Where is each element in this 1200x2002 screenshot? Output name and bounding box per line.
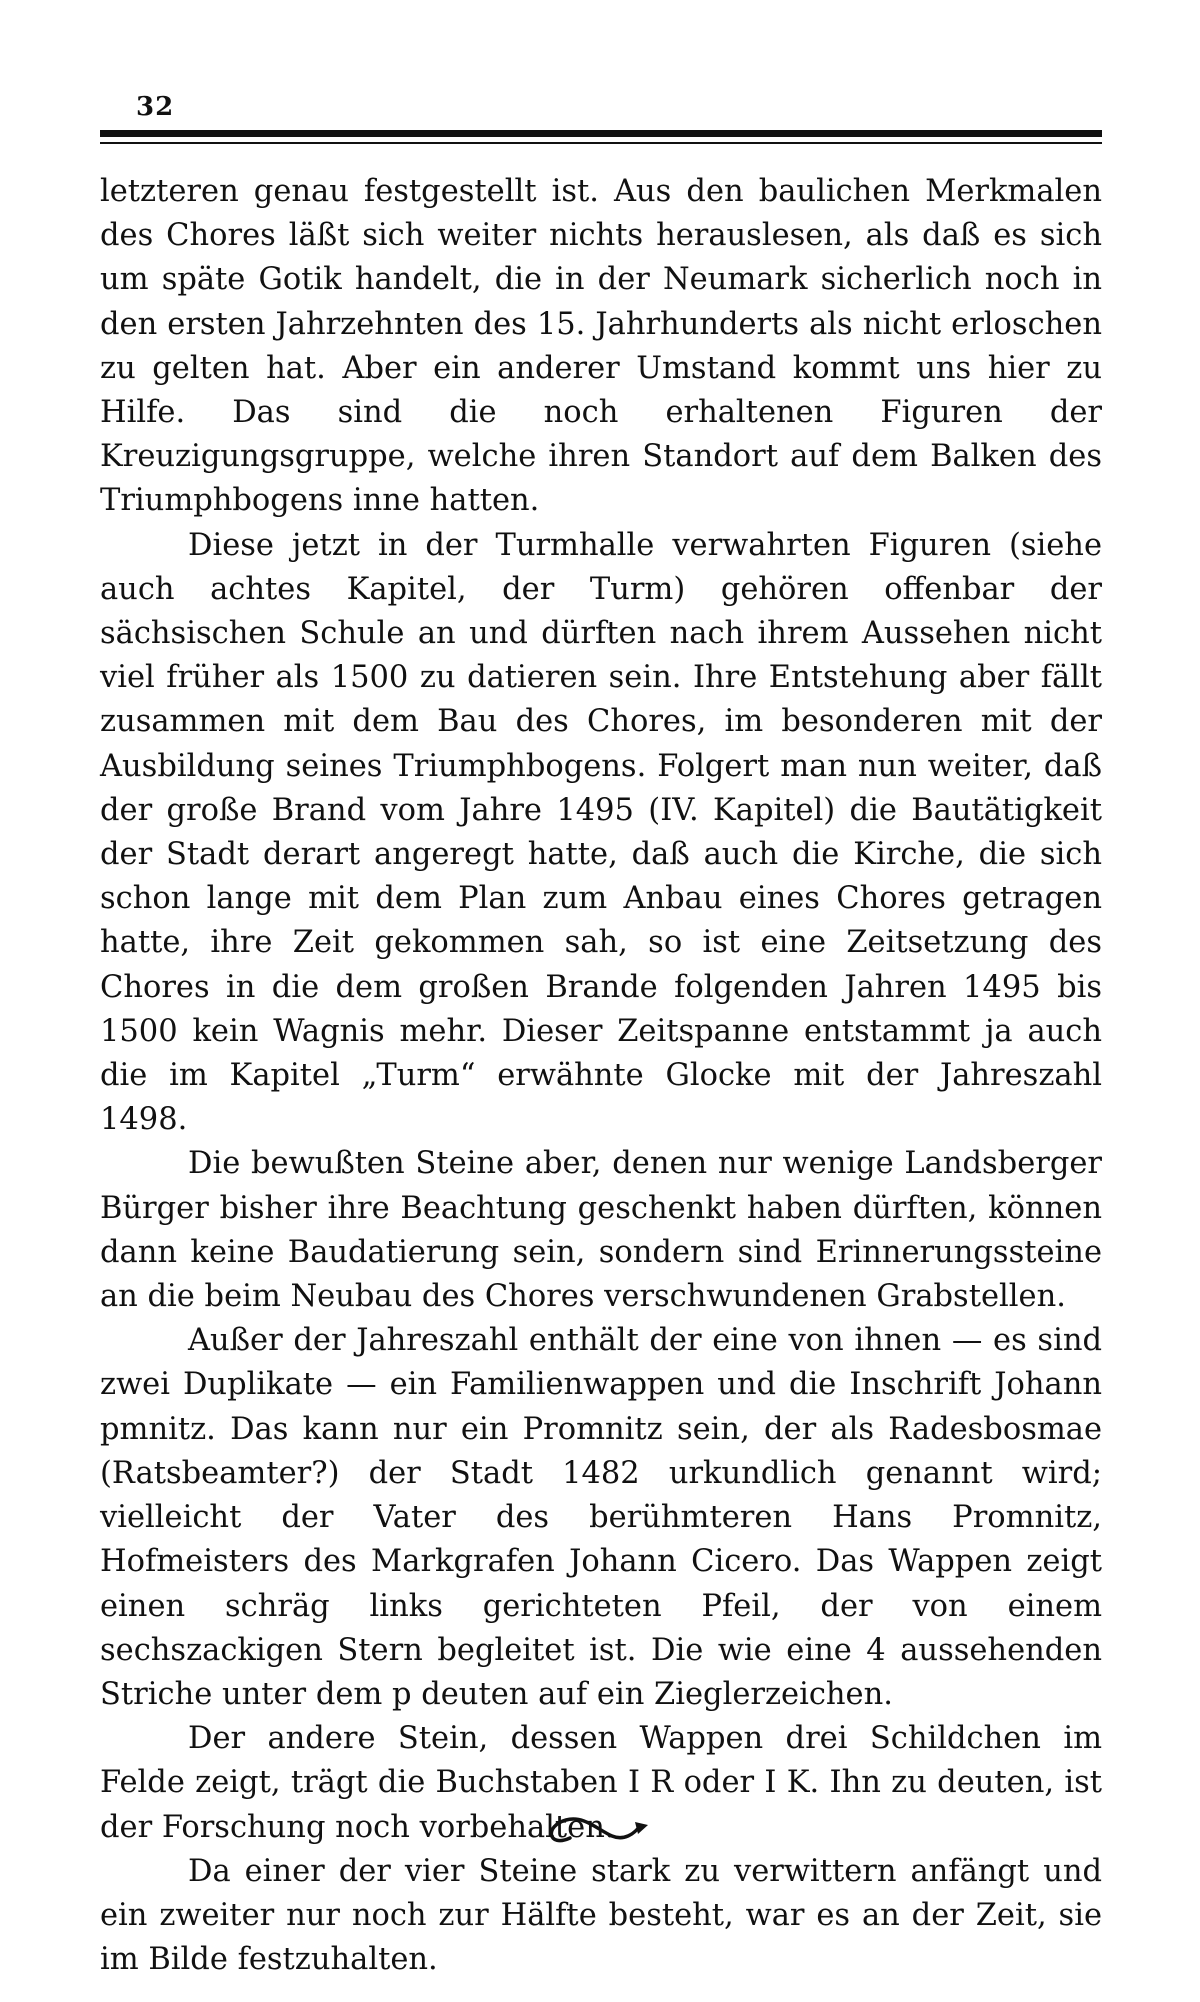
page-number: 32: [136, 92, 175, 122]
paragraph-4: Außer der Jahreszahl enthält der eine von ihnen — es sind zwei Duplikate — ein Familienwappen und die Inschrift Johann pmnitz. Das kann nur ein Promnitz sein, der als Radesbosmae (Ratsbeamter?) der Stadt 1482 urkundlich genannt wird; vielleicht der Vater des berühmteren Hans Promnitz, Hofmeisters des Markgrafen Johann Cicero. Das Wappen zeigt einen schräg links gerichteten Pfeil, der von einem sechszackigen Stern begleitet ist. Die wie eine 4 aussehenden Striche unter dem p deuten auf ein Zieglerzeichen.: [100, 1323, 1102, 1712]
paragraph-3: Die bewußten Steine aber, denen nur wenige Landsberger Bürger bisher ihre Beachtung geschenkt haben dürften, können dann keine Baudatierung sein, sondern sind Erinnerungssteine an die beim Neubau des Chores verschwundenen Grabstellen.: [100, 1146, 1102, 1315]
end-flourish-icon: [540, 1808, 660, 1852]
paragraph-5: Der andere Stein, dessen Wappen drei Schildchen im Felde zeigt, trägt die Buchstaben I R oder I K. Ihn zu deuten, ist der Forschung noch vorbehalten.: [100, 1721, 1102, 1845]
header-rule-thick: [100, 130, 1102, 137]
paragraph-1: letzteren genau festgestellt ist. Aus den baulichen Merkmalen des Chores läßt sich weiter nichts herauslesen, als daß es sich um späte Gotik handelt, die in der Neumark sicherlich noch in den ersten Jahrzehnten des 15. Jahrhunderts als nicht erloschen zu gelten hat. Aber ein anderer Umstand kommt uns hier zu Hilfe. Das sind die noch erhaltenen Figuren der Kreuzigungsgruppe, welche ihren Standort auf dem Balken des Triumphbogens inne hatten.: [100, 174, 1102, 519]
paragraph-2: Diese jetzt in der Turmhalle verwahrten Figuren (siehe auch achtes Kapitel, der Turm) gehören offenbar der sächsischen Schule an und dürften nach ihrem Aussehen nicht viel früher als 1500 zu datieren sein. Ihre Entstehung aber fällt zusammen mit dem Bau des Chores, im besonderen mit der Ausbildung seines Triumphbogens. Folgert man nun weiter, daß der große Brand vom Jahre 1495 (IV. Kapitel) die Bautätigkeit der Stadt derart angeregt hatte, daß auch die Kirche, die sich schon lange mit dem Plan zum Anbau eines Chores getragen hatte, ihre Zeit gekommen sah, so ist eine Zeitsetzung des Chores in die dem großen Brande folgenden Jahren 1495 bis 1500 kein Wagnis mehr. Dieser Zeitspanne entstammt ja auch die im Kapitel „Turm“ erwähnte Glocke mit der Jahreszahl 1498.: [100, 527, 1102, 1138]
header-rule-thin: [100, 142, 1102, 144]
paragraph-6: Da einer der vier Steine stark zu verwittern anfängt und ein zweiter nur noch zur Hälfte besteht, war es an der Zeit, sie im Bilde festzuhalten.: [100, 1853, 1102, 1978]
body-text: [100, 170, 1102, 1982]
